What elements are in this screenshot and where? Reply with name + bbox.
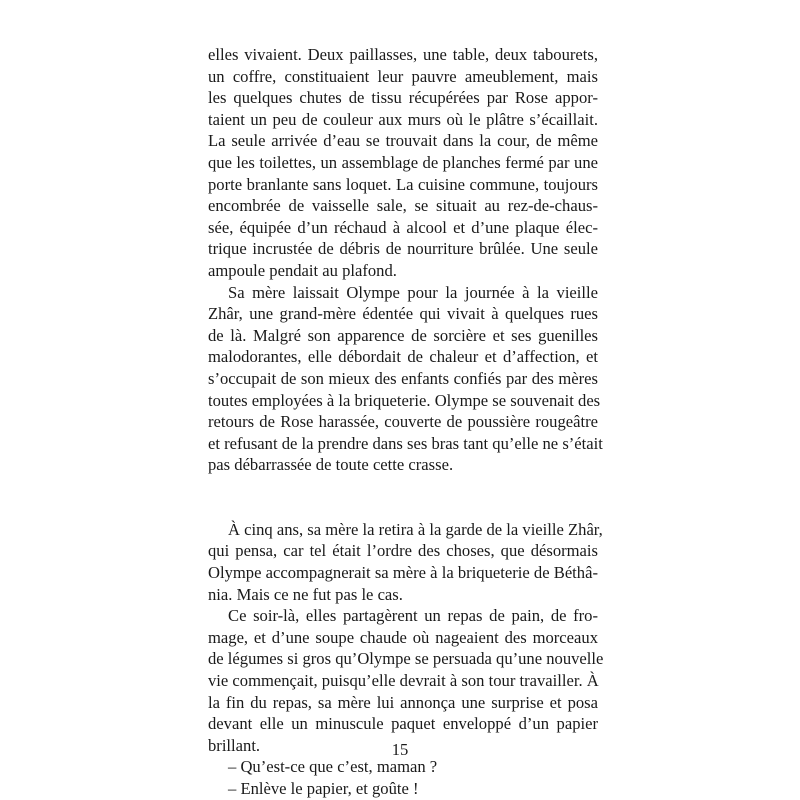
text-line: de légumes si gros qu’Olympe se persuada qu’une nouvelle <box>208 649 604 669</box>
text-line: encombrée de vaisselle sale, se situait au rez-de-chaus- <box>208 196 598 216</box>
section-break <box>208 476 598 519</box>
text-line: – Enlève le papier, et goûte ! <box>228 779 419 798</box>
text-line: brillant. <box>208 735 261 755</box>
text-line: toutes employées à la briqueterie. Olympe se souvenait des <box>208 390 601 410</box>
text-line: – Qu’est-ce que c’est, maman ? <box>228 757 438 777</box>
dialogue-line <box>208 778 598 800</box>
text-line: elles vivaient. Deux paillasses, une table, deux tabourets, <box>208 45 598 64</box>
text-line: À cinq ans, sa mère la retira à la garde de la vieille Zhâr, <box>228 519 603 539</box>
text-line: Sa mère laissait Olympe pour la journée à la vieille <box>228 282 598 302</box>
paragraph <box>208 44 598 282</box>
text-line: retours de Rose harassée, couverte de poussière rougeâtre <box>208 412 598 432</box>
text-line: de là. Malgré son apparence de sorcière et ses guenilles <box>208 325 598 345</box>
text-line: vie commençait, puisqu’elle devrait à son tour travailler. À <box>208 671 599 691</box>
text-line: Zhâr, une grand-mère édentée qui vivait à quelques rues <box>208 304 598 324</box>
text-line: la fin du repas, sa mère lui annonça une surprise et posa <box>208 692 598 712</box>
text-line: malodorantes, elle débordait de chaleur et d’affection, et <box>208 347 598 367</box>
text-line: Ce soir-là, elles partagèrent un repas de pain, de fro- <box>228 606 598 626</box>
text-line: porte branlante sans loquet. La cuisine commune, toujours <box>208 174 598 194</box>
page-number: 15 <box>391 740 409 759</box>
text-line: les quelques chutes de tissu récupérées par Rose appor- <box>208 88 598 108</box>
text-line: mage, et d’une soupe chaude où nageaient des morceaux <box>208 627 598 647</box>
text-line: ampoule pendait au plafond. <box>208 260 397 280</box>
text-line: que les toilettes, un assemblage de planches fermé par une <box>208 152 598 172</box>
text-line: sée, équipée d’un réchaud à alcool et d’une plaque élec- <box>208 217 598 237</box>
text-line: devant elle un minuscule paquet enveloppé d’un papier <box>208 714 598 734</box>
text-line: qui pensa, car tel était l’ordre des choses, que désormais <box>208 541 598 561</box>
text-line: taient un peu de couleur aux murs où le plâtre s’écaillait. <box>208 109 598 129</box>
text-line: Olympe accompagnerait sa mère à la briqueterie de Béthâ- <box>208 563 598 583</box>
text-line: un coffre, constituaient leur pauvre ameublement, mais <box>208 66 598 86</box>
text-line: et refusant de la prendre dans ses bras tant qu’elle ne s’était <box>208 433 603 453</box>
text-line: s’occupait de son mieux des enfants confiés par des mères <box>208 368 598 388</box>
text-line: nia. Mais ce ne fut pas le cas. <box>208 584 403 604</box>
paragraph <box>208 519 603 605</box>
text-line: La seule arrivée d’eau se trouvait dans la cour, de même <box>208 131 598 151</box>
text-line: pas débarrassée de toute cette crasse. <box>208 455 454 475</box>
text-line: trique incrustée de débris de nourriture brûlée. Une seule <box>208 239 598 259</box>
paragraph <box>208 282 603 476</box>
page-body <box>208 44 604 800</box>
paragraph <box>208 605 604 756</box>
